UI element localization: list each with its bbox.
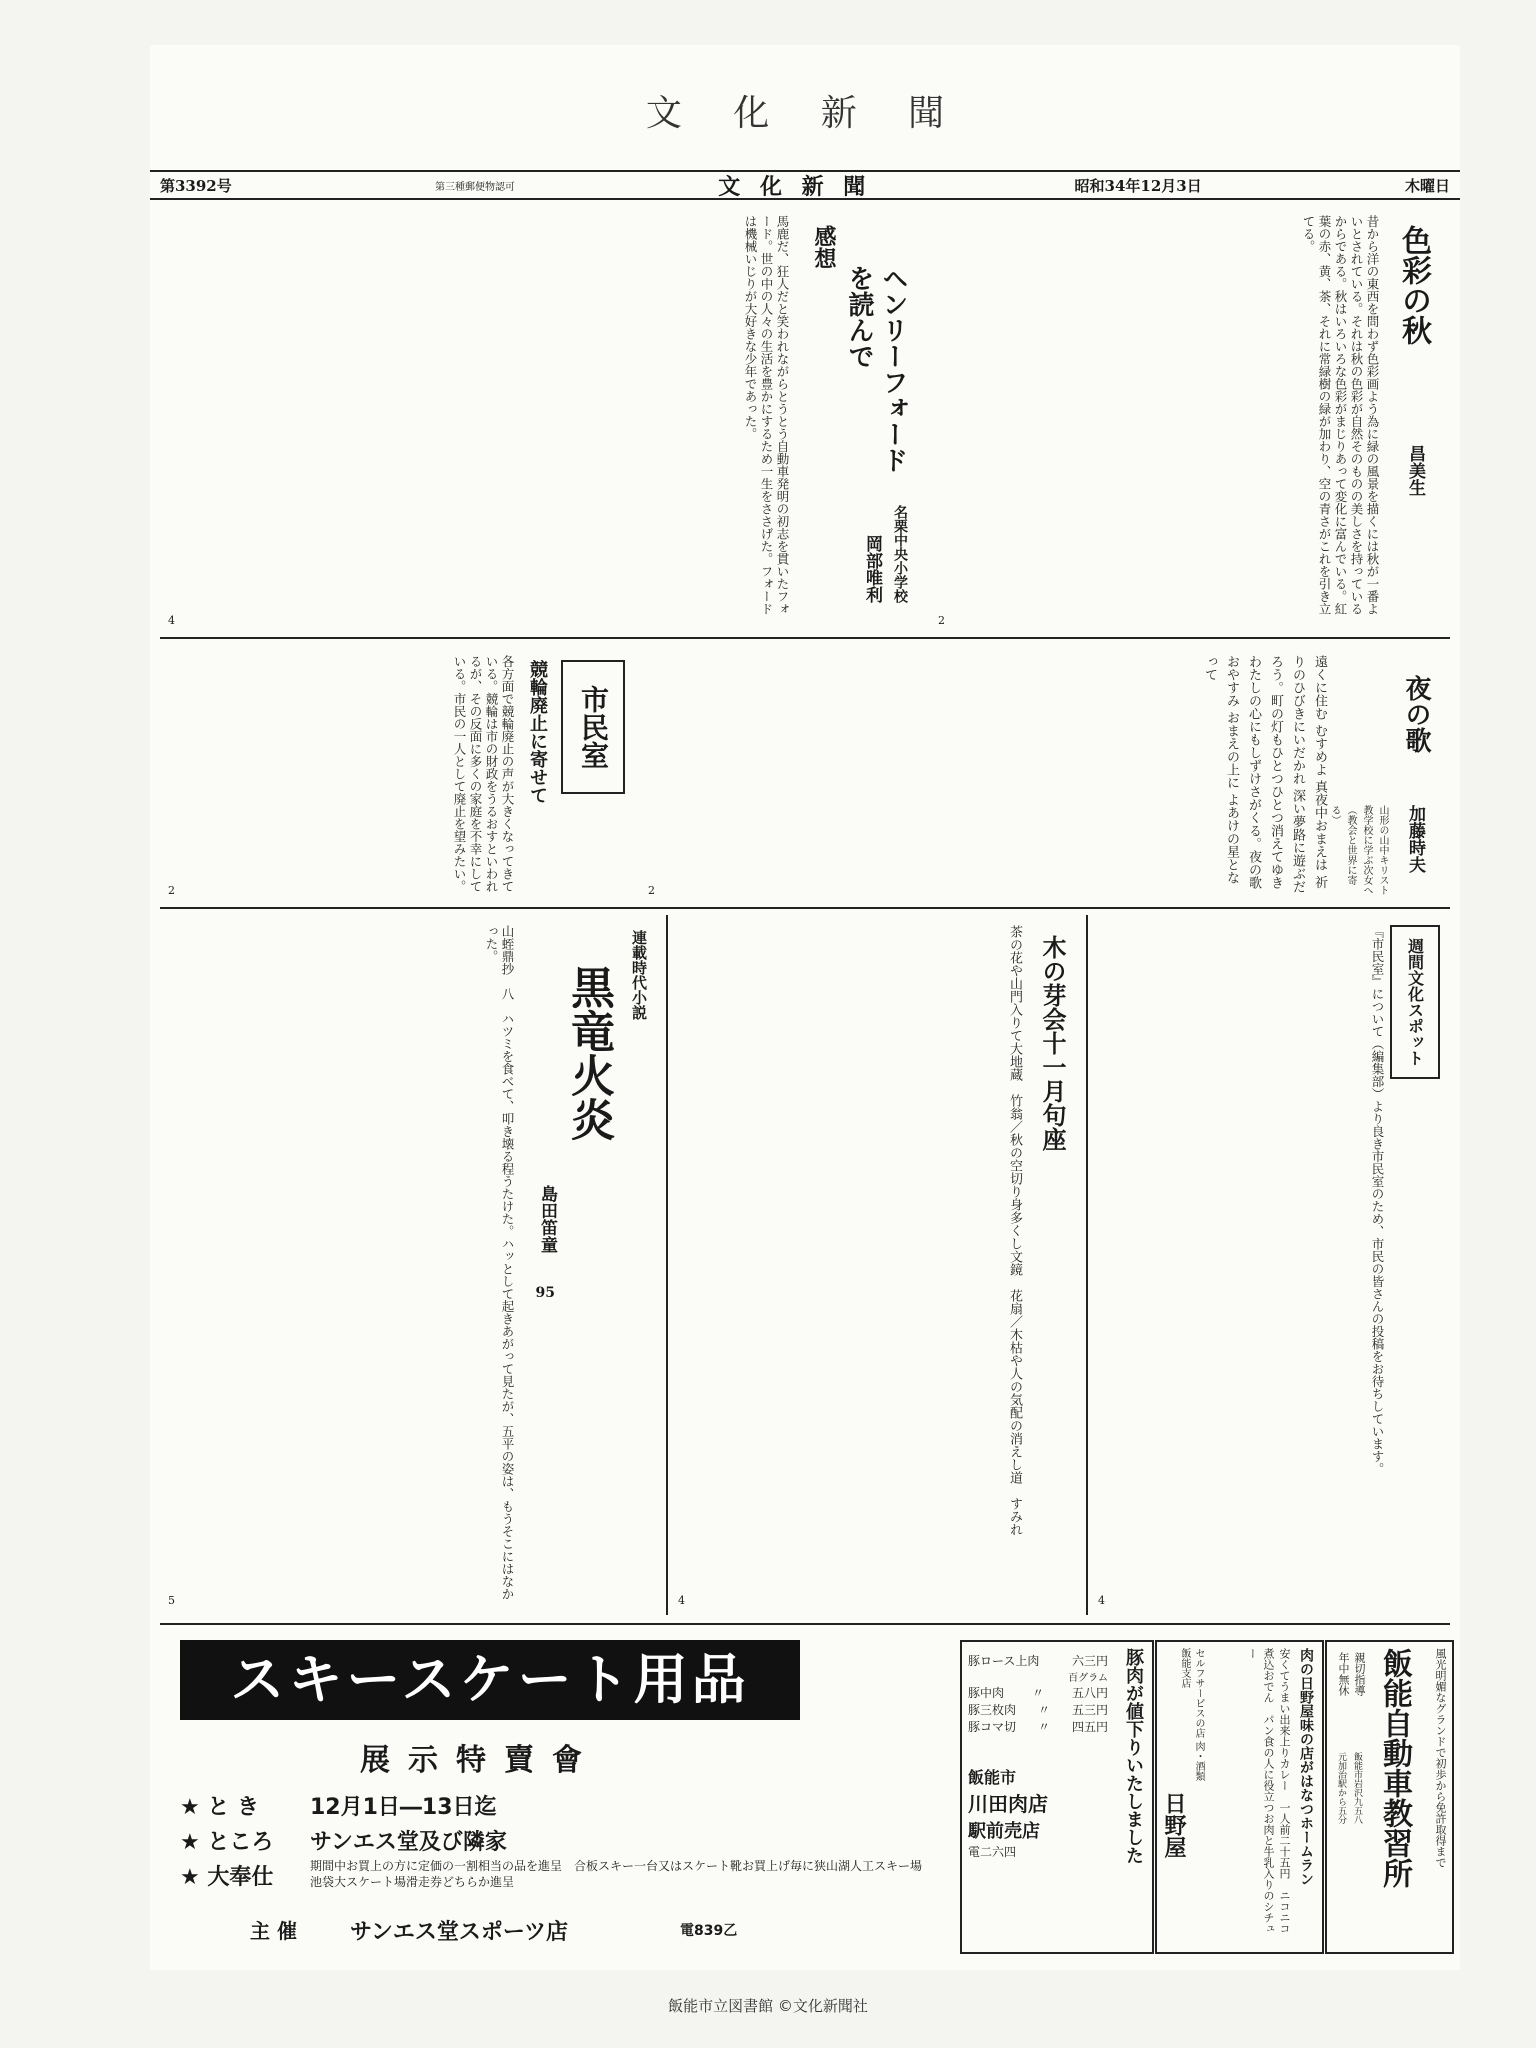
ad-driving-slogan: 風光明媚なグランドで初歩から免許取得まで bbox=[1434, 1648, 1447, 1868]
ad-driving-guide: 親切指導 bbox=[1353, 1652, 1366, 1696]
article-autumn bbox=[930, 205, 1450, 635]
ad-pork-city: 飯能市 bbox=[968, 1768, 1017, 1787]
ad-pork bbox=[960, 1640, 1154, 1954]
shimin-title: 競輪廃止に寄せて bbox=[527, 660, 548, 804]
ad-pork-headline: 豚肉が値下りいたしました bbox=[1123, 1648, 1144, 1864]
novel-episode: 95 bbox=[535, 1285, 555, 1301]
ad-ski-where: サンエス堂及び隣家 bbox=[310, 1830, 507, 1855]
rule-middle-row bbox=[160, 907, 1450, 909]
rule-haiku bbox=[666, 915, 668, 1615]
spot-body: 『市民室』について（編集部）より良き市民室のため、市民の皆さんの投稿をお待ちしています。 bbox=[1370, 925, 1385, 1475]
issue-number: 第3392号 bbox=[160, 176, 232, 195]
ad-ski-when: 12月1日―13日迄 bbox=[310, 1795, 497, 1820]
spot-number: 4 bbox=[1098, 1594, 1105, 1607]
ad-pork-shop2: 駅前売店 bbox=[968, 1821, 1040, 1842]
poem-title: 夜の歌 bbox=[1401, 675, 1431, 753]
ad-ski bbox=[160, 1630, 950, 1960]
poem-body: 遠くに住む むすめよ 真夜中おまえは 祈りのひびきにいだかれ 深い夢路に遊ぶだろう。町の灯もひとつひとつ消えてゆき わたしの心にもしずけさがくる。夜の歌 おやすみ おまえの上に よあけの星となって bbox=[1202, 655, 1327, 894]
ad-ski-subhead: 展示特賣會 bbox=[360, 1743, 600, 1778]
issue-weekday: 木曜日 bbox=[1404, 176, 1450, 195]
shimin-body: 各方面で競輪廃止の声が大きくなってきている。競輪は市の財政をうるおすといわれるが、その反面に多くの家庭を不幸にしている。市民の一人として廃止を望みたい。 bbox=[452, 655, 515, 893]
haiku-title: 木の芽会十一月句座 bbox=[1038, 935, 1067, 1151]
article-autumn-title: 色彩の秋 bbox=[1396, 225, 1431, 345]
article-ford-body: 馬鹿だ、狂人だと笑われながらとうとう自動車発明の初志を貫いたフォード。世の中の人々の生活を豊かにするため一生をささげた。フォードは機械いじりが大好きな少年であった。 bbox=[743, 215, 790, 615]
haiku-section bbox=[670, 915, 1080, 1615]
dateline bbox=[150, 170, 1460, 200]
poem-author: 加藤時夫 bbox=[1405, 805, 1425, 873]
shimin-label: 市民室 bbox=[561, 660, 625, 794]
ad-pork-item: 豚ロース上肉 六三円 bbox=[968, 1654, 1108, 1668]
ad-ski-offer: 期間中お買上の方に定価の一割相当の品を進呈 合板スキー一台又はスケート靴お買上げ毎に狭山湖人工スキー場 池袋大スケート場滑走券どちらか進呈 bbox=[310, 1859, 935, 1889]
ad-hino-note: セルフサービスの店 肉・酒類 bbox=[1193, 1648, 1204, 1782]
shimin-number: 2 bbox=[168, 884, 175, 897]
footer-credit: 飯能市立図書館 ©文化新聞社 bbox=[668, 1997, 868, 2015]
ad-ski-tel: 電839乙 bbox=[680, 1923, 738, 1939]
ad-hino bbox=[1155, 1640, 1324, 1954]
article-ford-label: 感想 bbox=[811, 225, 837, 269]
postal-notice: 第三種郵便物認可 bbox=[435, 181, 516, 193]
ad-pork-items bbox=[968, 1652, 1108, 1860]
ad-pork-item: 豚中肉 〃 五八円 bbox=[968, 1686, 1108, 1700]
rule-top-row bbox=[160, 637, 1450, 639]
ad-ski-when-label: ★ と き bbox=[180, 1795, 260, 1820]
masthead: 文 化 新 聞 bbox=[645, 93, 965, 134]
ad-pork-item: 豚三枚肉 〃 五三円 bbox=[968, 1703, 1108, 1717]
article-ford-school: 名栗中央小学校 bbox=[892, 505, 908, 603]
haiku-body: 茶の花や山門入りて大地蔵 竹翁／秋の空切り身多くし文鏡 花扇／木枯や人の気配の消えし道 すみれ bbox=[1007, 925, 1022, 1536]
newspaper-page bbox=[150, 45, 1460, 1970]
ad-driving-address: 飯能市岩沢九五八 bbox=[1352, 1752, 1362, 1824]
shimin-column bbox=[160, 645, 640, 905]
ad-driving-school bbox=[1325, 1640, 1454, 1954]
ad-ski-where-label: ★ ところ bbox=[180, 1830, 274, 1855]
poem-note: 山形の山中キリスト教学校に学ぶ次女へ（教会と世界に寄る） bbox=[1329, 805, 1388, 895]
ad-ski-headline: スキースケート用品 bbox=[180, 1640, 800, 1720]
article-autumn-body: 昔から洋の東西を問わず色彩画よう為に緑の風景を描くには秋が一番よいとされている。それは秋の色彩が自然そのものの美しさを持っているからである。秋はいろいろな色彩がまじりあって変化に富んでいる。紅葉の赤、黄、茶、それに常緑樹の緑が加わり、空の青さがこれを引き立てる。 bbox=[1301, 215, 1380, 615]
spot-label: 週間文化スポット bbox=[1390, 925, 1440, 1079]
article-ford-number: 4 bbox=[168, 614, 175, 627]
poem-night-song bbox=[640, 645, 1450, 905]
ad-pork-item: 豚コマ切 〃 四五円 bbox=[968, 1720, 1108, 1734]
ad-hino-shop: 日野屋 bbox=[1161, 1792, 1187, 1858]
novel-body: 山蛭鼎抄 八 ハツミを食べて、叩き壊る程うたけた。ハッとして起きあがって見たが、五平の姿は、もうそこにはなかった。 bbox=[484, 925, 515, 1600]
novel-author: 島田笛童 bbox=[537, 1185, 557, 1253]
poem-number: 2 bbox=[648, 884, 655, 897]
ad-pork-unit: 百グラム bbox=[1068, 1673, 1108, 1684]
ad-ski-offer-label: ★ 大奉仕 bbox=[180, 1865, 274, 1890]
novel-title: 黒竜火炎 bbox=[563, 965, 614, 1141]
ad-driving-name: 飯能自動車教習所 bbox=[1377, 1648, 1412, 1888]
ad-driving-access: 元加治駅から五分 bbox=[1336, 1752, 1346, 1824]
rule-spot bbox=[1086, 915, 1088, 1615]
novel-number: 5 bbox=[168, 1594, 175, 1607]
ad-hino-headline: 肉の日野屋味の店がはなつホームラン bbox=[1298, 1648, 1314, 1886]
haiku-number: 4 bbox=[678, 1594, 685, 1607]
dateline-paper-name: 文 化 新 聞 bbox=[718, 173, 872, 200]
article-ford-title: ヘンリーフォードを読んで bbox=[844, 265, 908, 473]
novel-series: 連載時代小説 bbox=[630, 930, 648, 1020]
ad-pork-shop: 川田肉店 bbox=[968, 1792, 1048, 1816]
article-ford bbox=[160, 205, 930, 635]
rule-ads bbox=[160, 1623, 1450, 1625]
serial-novel bbox=[160, 915, 660, 1615]
article-autumn-number: 2 bbox=[938, 614, 945, 627]
article-autumn-author: 昌美生 bbox=[1405, 445, 1425, 496]
ad-ski-sponsor: サンエス堂スポーツ店 bbox=[350, 1920, 569, 1945]
ad-pork-tel: 電二六四 bbox=[968, 1845, 1017, 1859]
issue-date: 昭和34年12月3日 bbox=[1074, 176, 1202, 195]
culture-spot bbox=[1090, 915, 1450, 1615]
ad-hino-items: 安くてうまい出来上りカレー 一人前二十五円 ニコニコ煮込おでん パン食の人に役立つお肉と牛乳入りのシチュー bbox=[1246, 1648, 1291, 1934]
ad-driving-holiday: 年中無休 bbox=[1337, 1652, 1350, 1696]
ad-ski-sponsor-label: 主 催 bbox=[250, 1919, 297, 1943]
article-ford-author: 岡部唯利 bbox=[862, 535, 882, 603]
ad-hino-branch: 飯能支店 bbox=[1179, 1648, 1190, 1688]
